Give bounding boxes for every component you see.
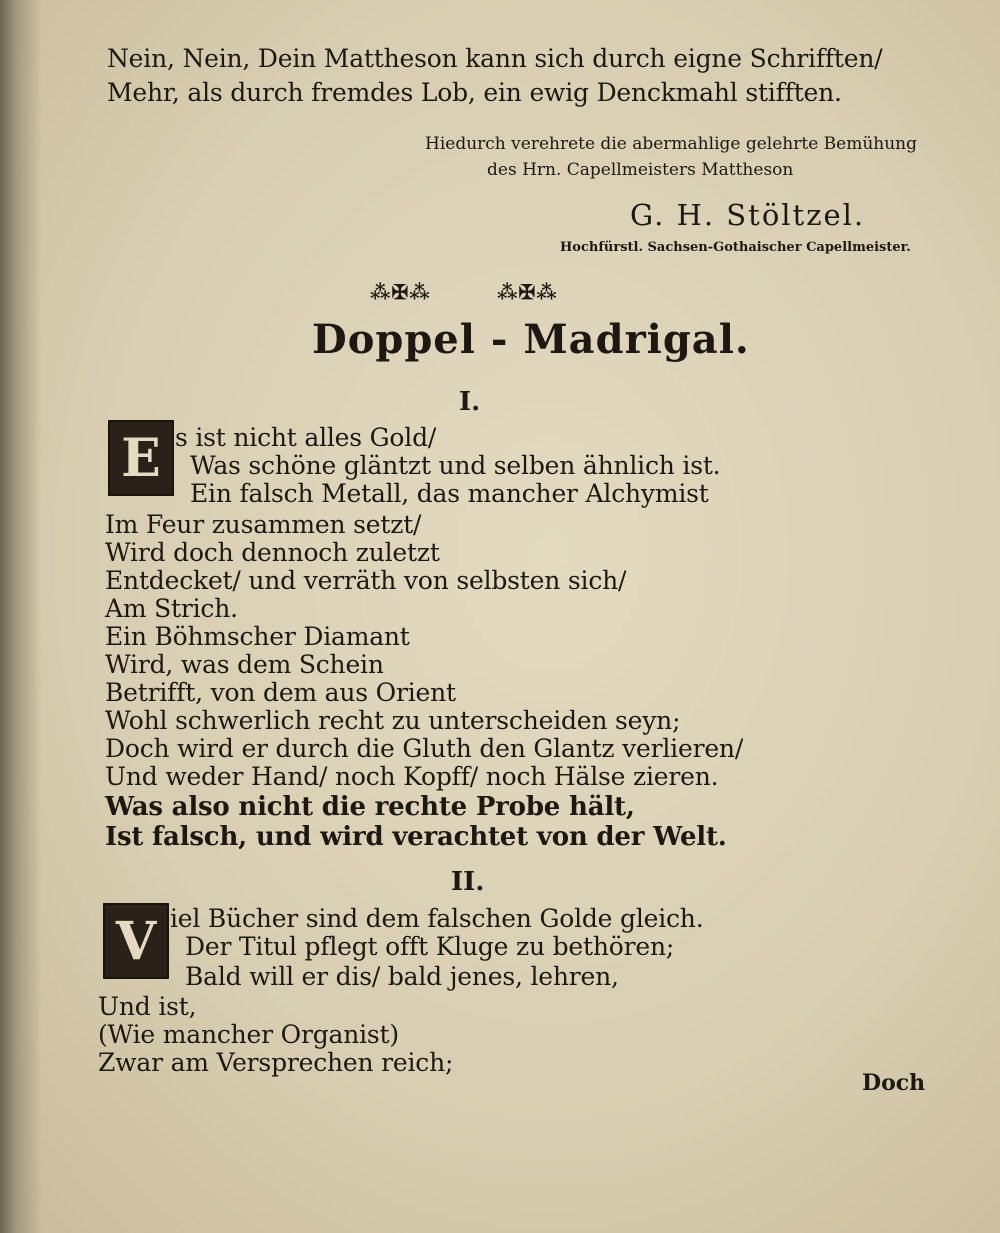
verse-line: (Wie mancher Organist) [98,1020,399,1049]
verse-line: Im Feur zusammen setzt/ [105,510,422,539]
page-spine-shadow [0,0,42,1233]
dedication-line-1: Hiedurch verehrete die abermahlige gelehrte Bemühung [425,134,918,154]
page-title: Doppel - Madrigal. [312,316,750,363]
drop-cap-initial-1: E [108,420,174,496]
drop-cap-initial-2: V [103,903,169,979]
verse-line: Bald will er dis/ bald jenes, lehren, [185,962,619,991]
verse-line: Wohl schwerlich recht zu unterscheiden seyn; [105,706,681,735]
dedication-line-2: des Hrn. Capellmeisters Mattheson [487,160,794,180]
verse-line: Wird, was dem Schein [105,650,384,679]
verse-line: Zwar am Versprechen reich; [98,1048,454,1077]
verse-line: Doch wird er durch die Gluth den Glantz verlieren/ [105,734,744,763]
catchword: Doch [862,1070,926,1096]
opening-line-2: Mehr, als durch fremdes Lob, ein ewig Denckmahl stifften. [107,78,842,107]
verse-line: Und weder Hand/ noch Kopff/ noch Hälse zieren. [105,762,719,791]
verse-line: Und ist, [98,992,197,1021]
section-numeral-1: I. [459,387,481,417]
opening-line-1: Nein, Nein, Dein Mattheson kann sich durch eigne Schrifften/ [107,44,883,73]
verse-line: Ein Böhmscher Diamant [105,622,410,651]
verse-line: Ein falsch Metall, das mancher Alchymist [190,479,709,508]
verse-line-emphasis: Ist falsch, und wird verachtet von der Welt. [105,822,727,852]
ornament-left: ⁂✠⁂ [370,280,431,304]
section-numeral-2: II. [451,867,485,897]
verse-line: Betrifft, von dem aus Orient [105,678,456,707]
verse-line: Der Titul pflegt offt Kluge zu bethören; [185,932,675,961]
verse-line: Am Strich. [105,594,238,623]
signature-name: G. H. Stöltzel. [630,198,866,232]
verse-line: Wird doch dennoch zuletzt [105,538,440,567]
signature-title: Hochfürstl. Sachsen-Gothaischer Capellmeister. [560,240,911,255]
verse-line: s ist nicht alles Gold/ [175,423,437,452]
ornament-right: ⁂✠⁂ [497,280,558,304]
verse-line: Was schöne gläntzt und selben ähnlich ist. [190,451,721,480]
verse-line: Entdecket/ und verräth von selbsten sich/ [105,566,627,595]
verse-line: iel Bücher sind dem falschen Golde gleich. [170,904,704,933]
verse-line-emphasis: Was also nicht die rechte Probe hält, [105,792,635,822]
